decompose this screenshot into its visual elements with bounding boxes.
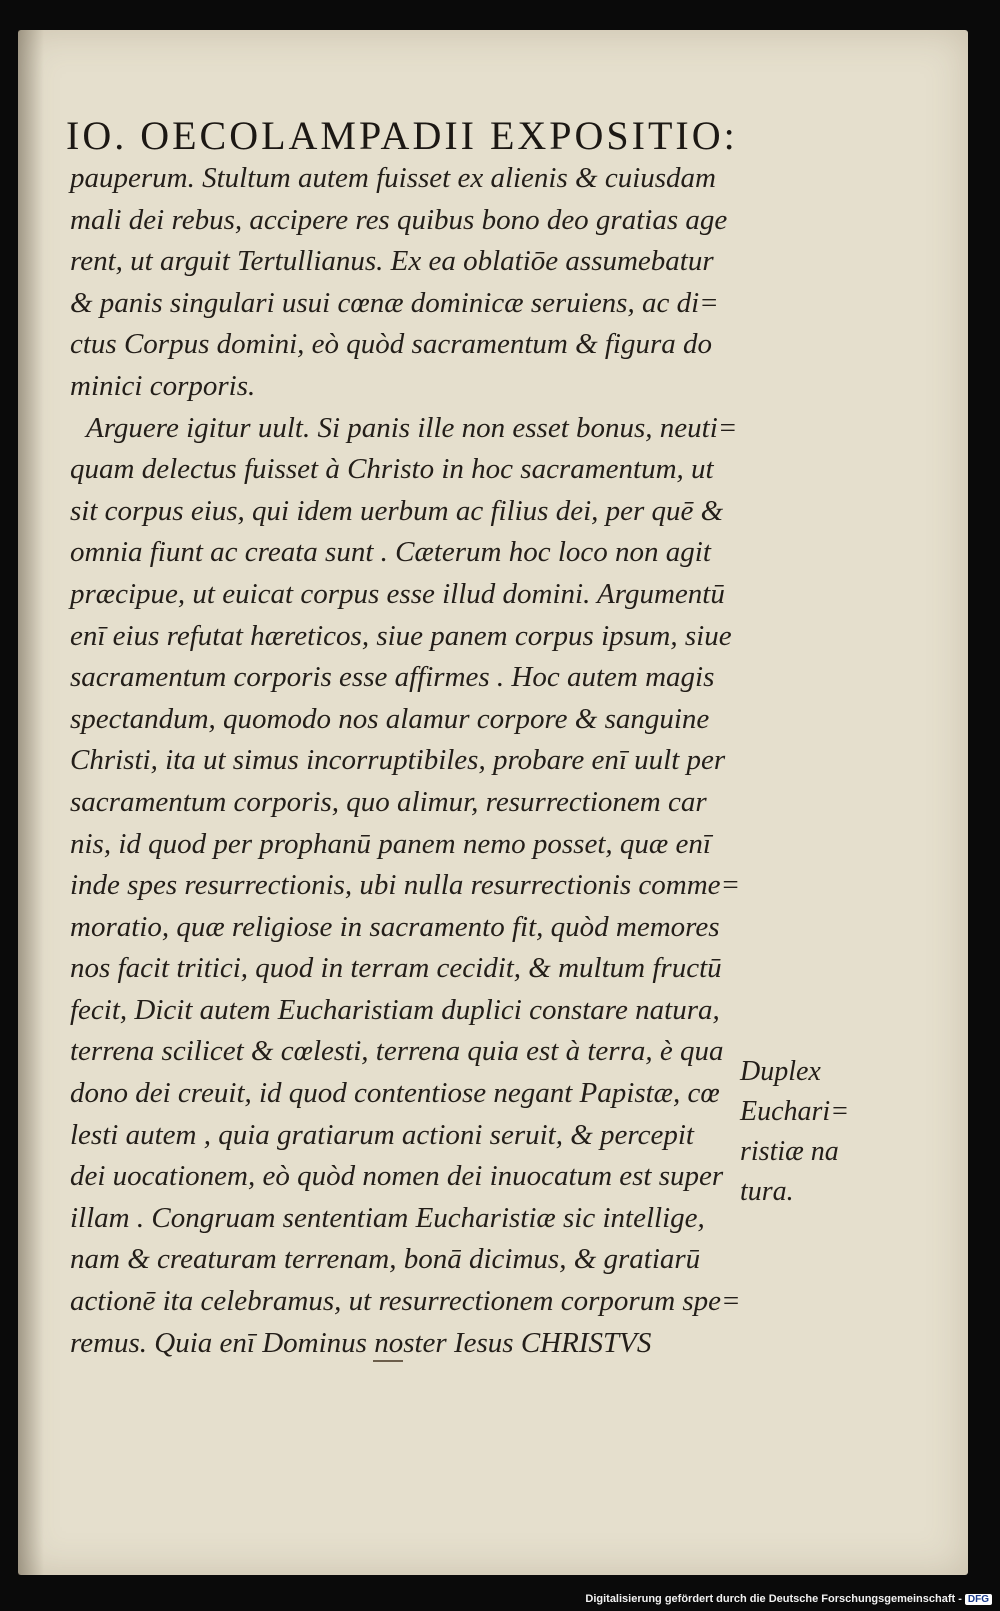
- text-line: terrena scilicet & cœlesti, terrena quia est à terra, è qua: [70, 1035, 724, 1068]
- text-line: dono dei creuit, id quod contentiose negant Papistæ, cœ: [70, 1077, 720, 1110]
- text-line: enī eius refutat hæreticos, siue panem corpus ipsum, siue: [70, 619, 732, 652]
- text-line: ctus Corpus domini, eò quòd sacramentum & figura do: [70, 328, 713, 361]
- text-line: sacramentum corporis, quo alimur, resurrectionem car: [70, 785, 707, 818]
- running-title: IO. OECOLAMPADII EXPOSITIO:: [66, 113, 738, 158]
- text-line: nis, id quod per prophanū panem nemo posset, quæ enī: [70, 827, 711, 860]
- text-line: sit corpus eius, qui idem uerbum ac filius dei, per quē &: [70, 494, 724, 527]
- text-line: mali dei rebus, accipere res quibus bono deo gratias age: [70, 203, 728, 236]
- margin-note-line: Duplex: [740, 1056, 821, 1087]
- margin-note-line: tura.: [740, 1176, 794, 1207]
- text-line: quam delectus fuisset à Christo in hoc sacramentum, ut: [70, 453, 714, 486]
- text-line: Christi, ita ut simus incorruptibiles, probare enī uult per: [70, 744, 726, 777]
- text-line: dei uocationem, eò quòd nomen dei inuocatum est super: [70, 1160, 724, 1193]
- book-page: [18, 30, 968, 1575]
- digitization-credit: [585, 1593, 992, 1605]
- text-line: fecit, Dicit autem Eucharistiam duplici constare natura,: [70, 993, 720, 1026]
- text-line: pauperum. Stultum autem fuisset ex alienis & cuiusdam: [70, 162, 716, 194]
- text-line: rent, ut arguit Tertullianus. Ex ea oblatiōe assumebatur: [70, 245, 714, 278]
- text-line: Arguere igitur uult. Si panis ille non esset bonus, neuti=: [86, 411, 738, 444]
- text-line: nam & creaturam terrenam, bonā dicimus, & gratiarū: [70, 1243, 701, 1276]
- text-line: præcipue, ut euicat corpus esse illud domini. Argumentū: [70, 577, 725, 610]
- text-line: actionē ita celebramus, ut resurrectionem corporum spe=: [70, 1285, 741, 1318]
- text-line: omnia fiunt ac creata sunt . Cæterum hoc loco non agit: [70, 536, 711, 569]
- text-line: lesti autem , quia gratiarum actioni seruit, & percepit: [70, 1118, 694, 1151]
- text-line: remus. Quia enī Dominus noster Iesus CHRISTVS: [70, 1326, 652, 1359]
- margin-note-line: Euchari=: [740, 1096, 850, 1127]
- text-line: minici corporis.: [70, 369, 256, 402]
- text-line: sacramentum corporis esse affirmes . Hoc autem magis: [70, 661, 715, 694]
- margin-note: [740, 1052, 860, 1212]
- text-line: illam . Congruam sententiam Eucharistiæ sic intellige,: [70, 1201, 705, 1234]
- signature-mark: [373, 1360, 403, 1362]
- text-line: spectandum, quomodo nos alamur corpore & sanguine: [70, 702, 710, 735]
- credit-text: Digitalisierung gefördert durch die Deutsche Forschungsgemeinschaft -: [585, 1593, 962, 1605]
- margin-note-line: ristiæ na: [740, 1136, 839, 1167]
- text-line: inde spes resurrectionis, ubi nulla resurrectionis comme=: [70, 869, 741, 902]
- text-line: nos facit tritici, quod in terram cecidit, & multum fructū: [70, 952, 722, 985]
- body-text: [70, 158, 790, 1364]
- dfg-logo-icon: DFG: [965, 1594, 992, 1605]
- text-line: moratio, quæ religiose in sacramento fit, quòd memores: [70, 910, 720, 943]
- text-line: & panis singulari usui cœnæ dominicæ seruiens, ac di=: [70, 286, 719, 319]
